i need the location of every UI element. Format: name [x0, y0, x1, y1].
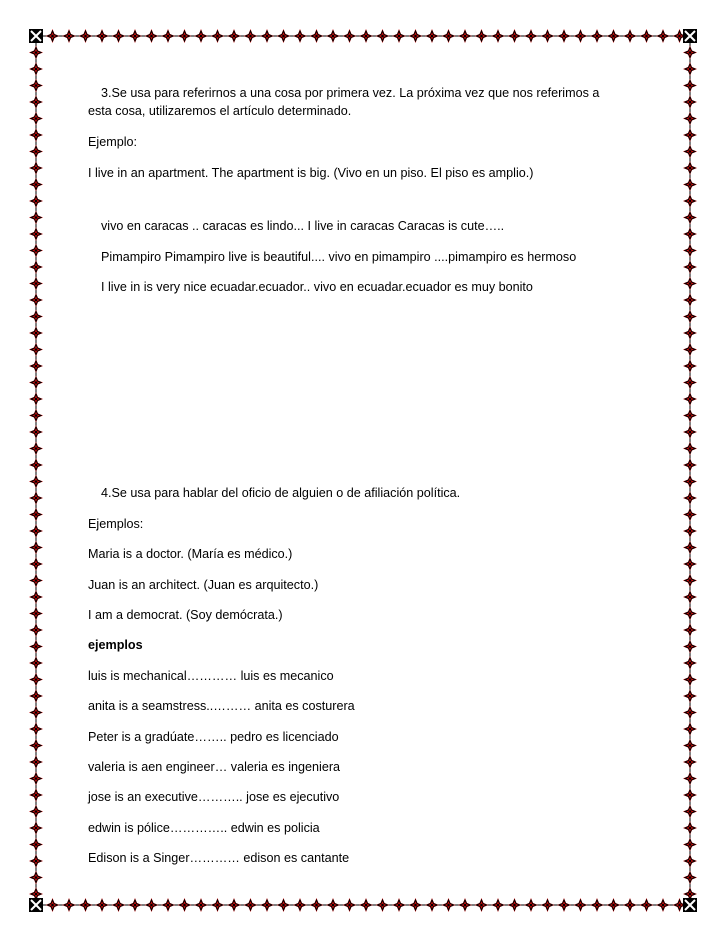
border-flower-icon: [62, 29, 76, 43]
border-flower-icon: [683, 392, 697, 406]
border-flower-icon: [211, 29, 225, 43]
border-flower-icon: [29, 755, 43, 769]
border-flower-icon: [29, 95, 43, 109]
border-flower-icon: [683, 95, 697, 109]
border-flower-icon: [683, 871, 697, 885]
border-flower-icon: [29, 590, 43, 604]
section4-user-example: luis is mechanical………… luis es mecanico: [88, 669, 334, 683]
border-flower-icon: [29, 293, 43, 307]
border-flower-icon: [29, 838, 43, 852]
border-flower-icon: [29, 310, 43, 324]
border-corner-icon: [683, 29, 697, 43]
border-flower-icon: [128, 29, 142, 43]
border-flower-icon: [508, 29, 522, 43]
border-flower-icon: [425, 29, 439, 43]
border-flower-icon: [392, 898, 406, 912]
border-flower-icon: [29, 359, 43, 373]
border-flower-icon: [29, 475, 43, 489]
section3-example-label: Ejemplo:: [88, 135, 137, 149]
border-flower-icon: [29, 112, 43, 126]
border-flower-icon: [29, 805, 43, 819]
border-corner-icon: [683, 898, 697, 912]
border-corner-icon: [29, 29, 43, 43]
border-flower-icon: [260, 898, 274, 912]
border-flower-icon: [683, 805, 697, 819]
border-flower-icon: [29, 227, 43, 241]
section4-user-example: Edison is a Singer………… edison es cantante: [88, 851, 350, 865]
border-flower-icon: [29, 277, 43, 291]
border-flower-icon: [683, 821, 697, 835]
border-flower-icon: [683, 623, 697, 637]
border-flower-icon: [178, 29, 192, 43]
border-flower-icon: [112, 898, 126, 912]
border-flower-icon: [29, 673, 43, 687]
border-flower-icon: [29, 623, 43, 637]
border-flower-icon: [508, 898, 522, 912]
section3-user-example: vivo en caracas .. caracas es lindo... I live in caracas Caracas is cute…..: [101, 219, 505, 233]
section4-heading: 4.Se usa para hablar del oficio de alguien o de afiliación política.: [101, 486, 461, 500]
border-flower-icon: [442, 29, 456, 43]
border-flower-icon: [194, 898, 208, 912]
border-flower-icon: [128, 898, 142, 912]
border-flower-icon: [683, 607, 697, 621]
border-flower-icon: [683, 425, 697, 439]
border-flower-icon: [29, 442, 43, 456]
border-flower-icon: [683, 161, 697, 175]
border-flower-icon: [574, 29, 588, 43]
border-flower-icon: [29, 46, 43, 60]
border-flower-icon: [683, 194, 697, 208]
section4-user-label: ejemplos: [88, 638, 143, 652]
border-flower-icon: [683, 112, 697, 126]
border-flower-icon: [442, 898, 456, 912]
border-flower-icon: [211, 898, 225, 912]
border-flower-icon: [640, 29, 654, 43]
border-flower-icon: [656, 898, 670, 912]
border-flower-icon: [590, 29, 604, 43]
border-flower-icon: [29, 161, 43, 175]
border-flower-icon: [683, 277, 697, 291]
border-flower-icon: [79, 898, 93, 912]
border-flower-icon: [683, 524, 697, 538]
border-flower-icon: [29, 508, 43, 522]
border-flower-icon: [557, 898, 571, 912]
border-flower-icon: [683, 260, 697, 274]
border-flower-icon: [29, 821, 43, 835]
border-flower-icon: [29, 458, 43, 472]
border-flower-icon: [623, 898, 637, 912]
section3-heading-line1: 3.Se usa para referirnos a una cosa por primera vez. La próxima vez que nos referimos a: [101, 86, 600, 100]
border-flower-icon: [326, 29, 340, 43]
border-flower-icon: [29, 557, 43, 571]
border-flower-icon: [475, 898, 489, 912]
border-flower-icon: [161, 898, 175, 912]
section3-example-text: I live in an apartment. The apartment is big. (Vivo en un piso. El piso es amplio.): [88, 166, 534, 180]
border-flower-icon: [607, 29, 621, 43]
border-flower-icon: [79, 29, 93, 43]
border-flower-icon: [95, 29, 109, 43]
border-flower-icon: [607, 898, 621, 912]
border-flower-icon: [29, 722, 43, 736]
border-flower-icon: [29, 574, 43, 588]
border-flower-icon: [29, 376, 43, 390]
border-flower-icon: [29, 689, 43, 703]
border-flower-icon: [425, 898, 439, 912]
border-flower-icon: [29, 409, 43, 423]
border-flower-icon: [359, 898, 373, 912]
border-flower-icon: [359, 29, 373, 43]
border-flower-icon: [29, 524, 43, 538]
border-flower-icon: [458, 29, 472, 43]
border-corner-icon: [29, 898, 43, 912]
border-flower-icon: [409, 898, 423, 912]
border-flower-icon: [623, 29, 637, 43]
border-flower-icon: [683, 475, 697, 489]
border-flower-icon: [683, 79, 697, 93]
border-flower-icon: [29, 788, 43, 802]
border-flower-icon: [683, 706, 697, 720]
border-flower-icon: [491, 29, 505, 43]
border-flower-icon: [683, 590, 697, 604]
border-flower-icon: [574, 898, 588, 912]
border-flower-icon: [29, 425, 43, 439]
border-flower-icon: [29, 706, 43, 720]
border-flower-icon: [683, 788, 697, 802]
border-flower-icon: [326, 898, 340, 912]
section3-user-example: Pimampiro Pimampiro live is beautiful.... vivo en pimampiro ....pimampiro es hermoso: [101, 250, 577, 264]
border-flower-icon: [277, 29, 291, 43]
border-flower-icon: [145, 29, 159, 43]
border-flower-icon: [29, 211, 43, 225]
border-flower-icon: [310, 29, 324, 43]
border-flower-icon: [683, 145, 697, 159]
border-flower-icon: [491, 898, 505, 912]
border-flower-icon: [343, 898, 357, 912]
section4-example: I am a democrat. (Soy demócrata.): [88, 608, 283, 622]
border-flower-icon: [683, 409, 697, 423]
border-flower-icon: [640, 898, 654, 912]
border-flower-icon: [683, 739, 697, 753]
border-flower-icon: [683, 640, 697, 654]
section4-example: Juan is an architect. (Juan es arquitecto.): [88, 578, 319, 592]
border-flower-icon: [29, 244, 43, 258]
border-flower-icon: [683, 359, 697, 373]
border-flower-icon: [244, 898, 258, 912]
border-flower-icon: [683, 673, 697, 687]
border-flower-icon: [683, 772, 697, 786]
border-flower-icon: [683, 838, 697, 852]
border-flower-icon: [194, 29, 208, 43]
border-flower-icon: [161, 29, 175, 43]
border-flower-icon: [29, 640, 43, 654]
border-flower-icon: [541, 29, 555, 43]
border-flower-icon: [683, 574, 697, 588]
border-flower-icon: [683, 310, 697, 324]
border-flower-icon: [683, 227, 697, 241]
border-flower-icon: [29, 854, 43, 868]
border-flower-icon: [376, 898, 390, 912]
border-flower-icon: [683, 211, 697, 225]
border-flower-icon: [683, 326, 697, 340]
section3-user-example: I live in is very nice ecuadar.ecuador.. vivo en ecuadar.ecuador es muy bonito: [101, 280, 533, 294]
border-flower-icon: [227, 29, 241, 43]
section4-user-example: anita is a seamstress..……… anita es costurera: [88, 699, 355, 713]
border-flower-icon: [29, 772, 43, 786]
border-flower-icon: [683, 491, 697, 505]
border-flower-icon: [683, 458, 697, 472]
border-flower-icon: [29, 392, 43, 406]
border-flower-icon: [409, 29, 423, 43]
section3-heading-line2: esta cosa, utilizaremos el artículo determinado.: [88, 104, 352, 118]
border-flower-icon: [29, 260, 43, 274]
border-flower-icon: [293, 29, 307, 43]
border-flower-icon: [62, 898, 76, 912]
border-flower-icon: [260, 29, 274, 43]
border-flower-icon: [29, 541, 43, 555]
border-flower-icon: [683, 722, 697, 736]
border-flower-icon: [29, 656, 43, 670]
border-flower-icon: [475, 29, 489, 43]
border-flower-icon: [683, 293, 697, 307]
border-flower-icon: [683, 128, 697, 142]
border-flower-icon: [277, 898, 291, 912]
border-flower-icon: [95, 898, 109, 912]
border-flower-icon: [392, 29, 406, 43]
border-flower-icon: [557, 29, 571, 43]
border-flower-icon: [524, 29, 538, 43]
border-flower-icon: [683, 557, 697, 571]
border-flower-icon: [683, 755, 697, 769]
border-flower-icon: [683, 442, 697, 456]
border-flower-icon: [683, 62, 697, 76]
border-flower-icon: [227, 898, 241, 912]
border-flower-icon: [376, 29, 390, 43]
section4-user-example: Peter is a gradúate…….. pedro es licenciado: [88, 730, 339, 744]
border-flower-icon: [458, 898, 472, 912]
border-flower-icon: [244, 29, 258, 43]
border-flower-icon: [29, 79, 43, 93]
border-flower-icon: [112, 29, 126, 43]
section4-user-example: edwin is pólice………….. edwin es policia: [88, 821, 320, 835]
border-flower-icon: [178, 898, 192, 912]
border-flower-icon: [29, 491, 43, 505]
border-flower-icon: [29, 739, 43, 753]
border-flower-icon: [293, 898, 307, 912]
border-flower-icon: [683, 244, 697, 258]
border-flower-icon: [590, 898, 604, 912]
border-flower-icon: [29, 343, 43, 357]
border-flower-icon: [29, 607, 43, 621]
border-flower-icon: [683, 508, 697, 522]
border-flower-icon: [46, 29, 60, 43]
border-flower-icon: [310, 898, 324, 912]
border-flower-icon: [29, 326, 43, 340]
border-flower-icon: [683, 376, 697, 390]
border-flower-icon: [145, 898, 159, 912]
border-flower-icon: [29, 194, 43, 208]
border-flower-icon: [683, 854, 697, 868]
border-flower-icon: [29, 62, 43, 76]
border-flower-icon: [29, 178, 43, 192]
border-flower-icon: [29, 145, 43, 159]
border-flower-icon: [683, 178, 697, 192]
border-flower-icon: [46, 898, 60, 912]
border-flower-icon: [683, 541, 697, 555]
border-flower-icon: [524, 898, 538, 912]
section4-examples-label: Ejemplos:: [88, 517, 144, 531]
border-flower-icon: [541, 898, 555, 912]
border-flower-icon: [683, 689, 697, 703]
section4-user-example: jose is an executive……….. jose es ejecutivo: [88, 790, 340, 804]
border-flower-icon: [683, 656, 697, 670]
section4-example: Maria is a doctor. (María es médico.): [88, 547, 293, 561]
border-flower-icon: [29, 128, 43, 142]
border-flower-icon: [683, 46, 697, 60]
border-flower-icon: [29, 871, 43, 885]
border-flower-icon: [343, 29, 357, 43]
border-flower-icon: [683, 343, 697, 357]
border-flower-icon: [656, 29, 670, 43]
section4-user-example: valeria is aen engineer… valeria es ingeniera: [88, 760, 341, 774]
